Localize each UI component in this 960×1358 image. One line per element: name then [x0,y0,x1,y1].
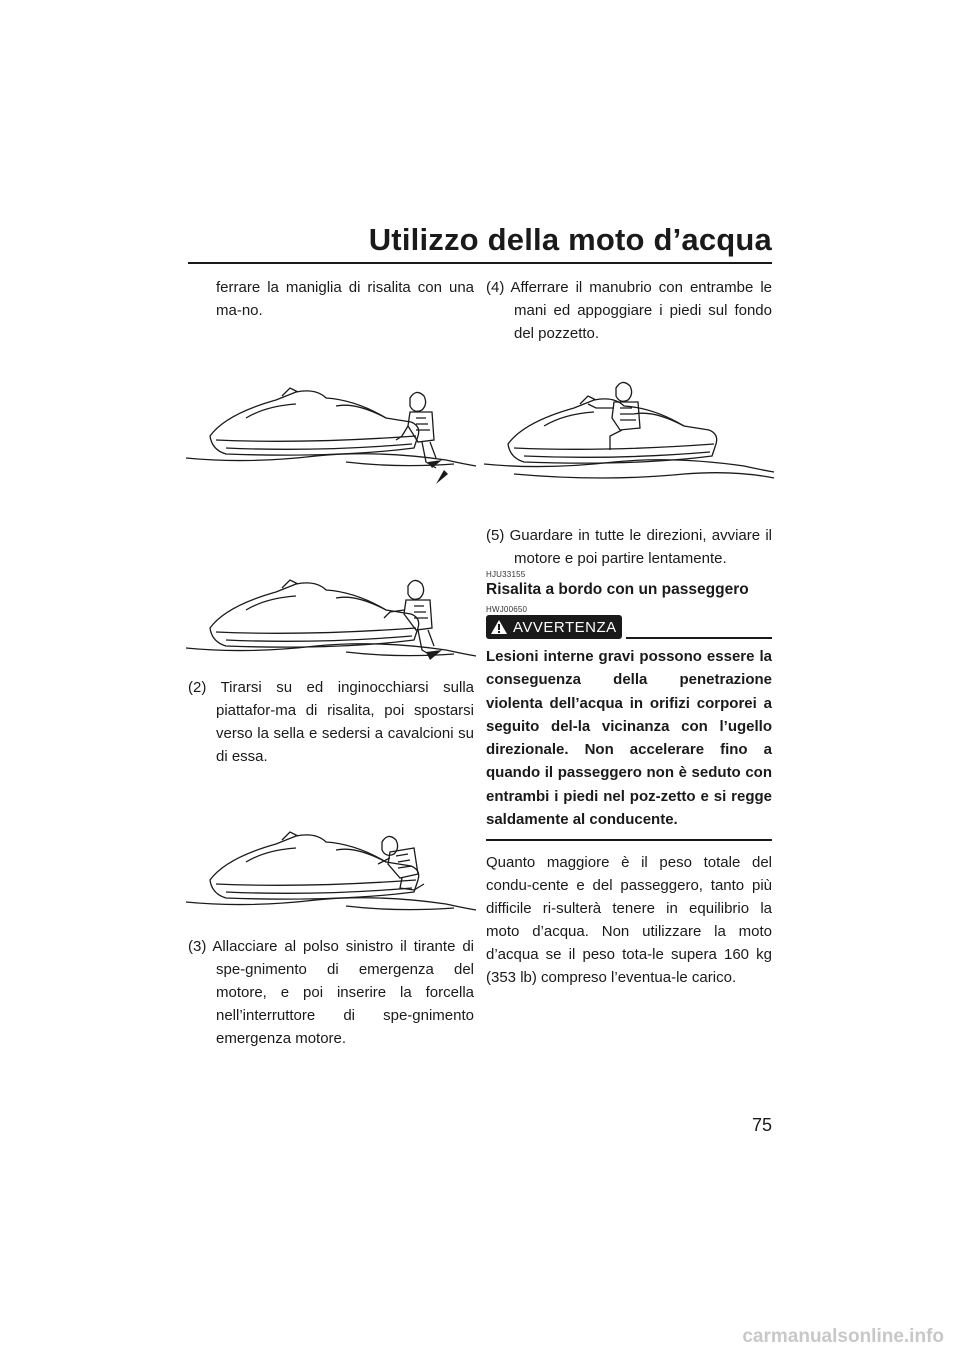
watercraft-illustration-4 [484,378,776,490]
figure-climb-onboard [186,570,478,670]
warning-label: AVVERTENZA [513,618,617,636]
step-5-block [486,524,772,570]
warning-header [486,615,772,639]
step-4-block [486,276,772,345]
watermark: carmanualsonline.info [742,1326,944,1347]
step-4-text: (4) Afferrare il manubrio con entrambe le mani ed appoggiare i piedi sul fondo del pozzetto. [486,279,772,342]
watercraft-illustration-3 [186,822,478,922]
watercraft-illustration-2 [186,570,478,670]
warning-triangle-icon [490,619,508,635]
figure-kneel-on-platform [186,822,478,922]
warning-text: Lesioni interne gravi possono essere la conseguenza della penetrazione violenta dell’acqua in orifizi corporei a seguito del-la vicinanza con l’ugello direzionale. Non accelerare fino a quando il passeggero non è seduto con entrambi i piedi nel poz-zetto e si regge saldamente al conducente. [486,648,772,829]
section-title: Risalita a bordo con un passeggero [486,581,749,598]
warning-code: HWJ00650 [486,605,528,614]
page-number: 75 [751,1115,772,1135]
step-2-block [188,676,474,768]
figure-grab-handle [186,378,478,484]
step-5-text: (5) Guardare in tutte le direzioni, avviare il motore e poi partire lentamente. [486,527,772,567]
body-text: Quanto maggiore è il peso totale del condu-cente e del passeggero, tanto più difficile ri-sulterà tenere in equilibrio la moto d’acqua. Non utilizzare la moto d’acqua se il peso tota-le supera 160 kg (353 lb) compreso l’eventua-le carico. [486,854,772,987]
page-title: Utilizzo della moto d’acqua [368,222,772,257]
left-column [188,276,474,322]
warning-bottom-rule [486,839,772,841]
intro-text: ferrare la maniglia di risalita con una ma-no. [216,279,474,319]
step-3-text: (3) Allacciare al polso sinistro il tirante di spe-gnimento di emergenza del motore, e poi inserire la forcella nell’interruttore di spe-gnimento emergenza motore. [188,938,474,1047]
warning-top-rule [626,637,772,639]
warning-badge [486,615,622,639]
step-2-text: (2) Tirarsi su ed inginocchiarsi sulla piattafor-ma di risalita, poi spostarsi verso la sella e sedersi a cavalcioni su di essa. [188,679,474,765]
figure-seated-riding [484,378,776,490]
watercraft-illustration-1 [186,378,478,484]
header-rule [188,262,772,264]
section-code: HJU33155 [486,570,526,579]
step-3-block [188,935,474,1050]
passenger-section [486,570,772,989]
